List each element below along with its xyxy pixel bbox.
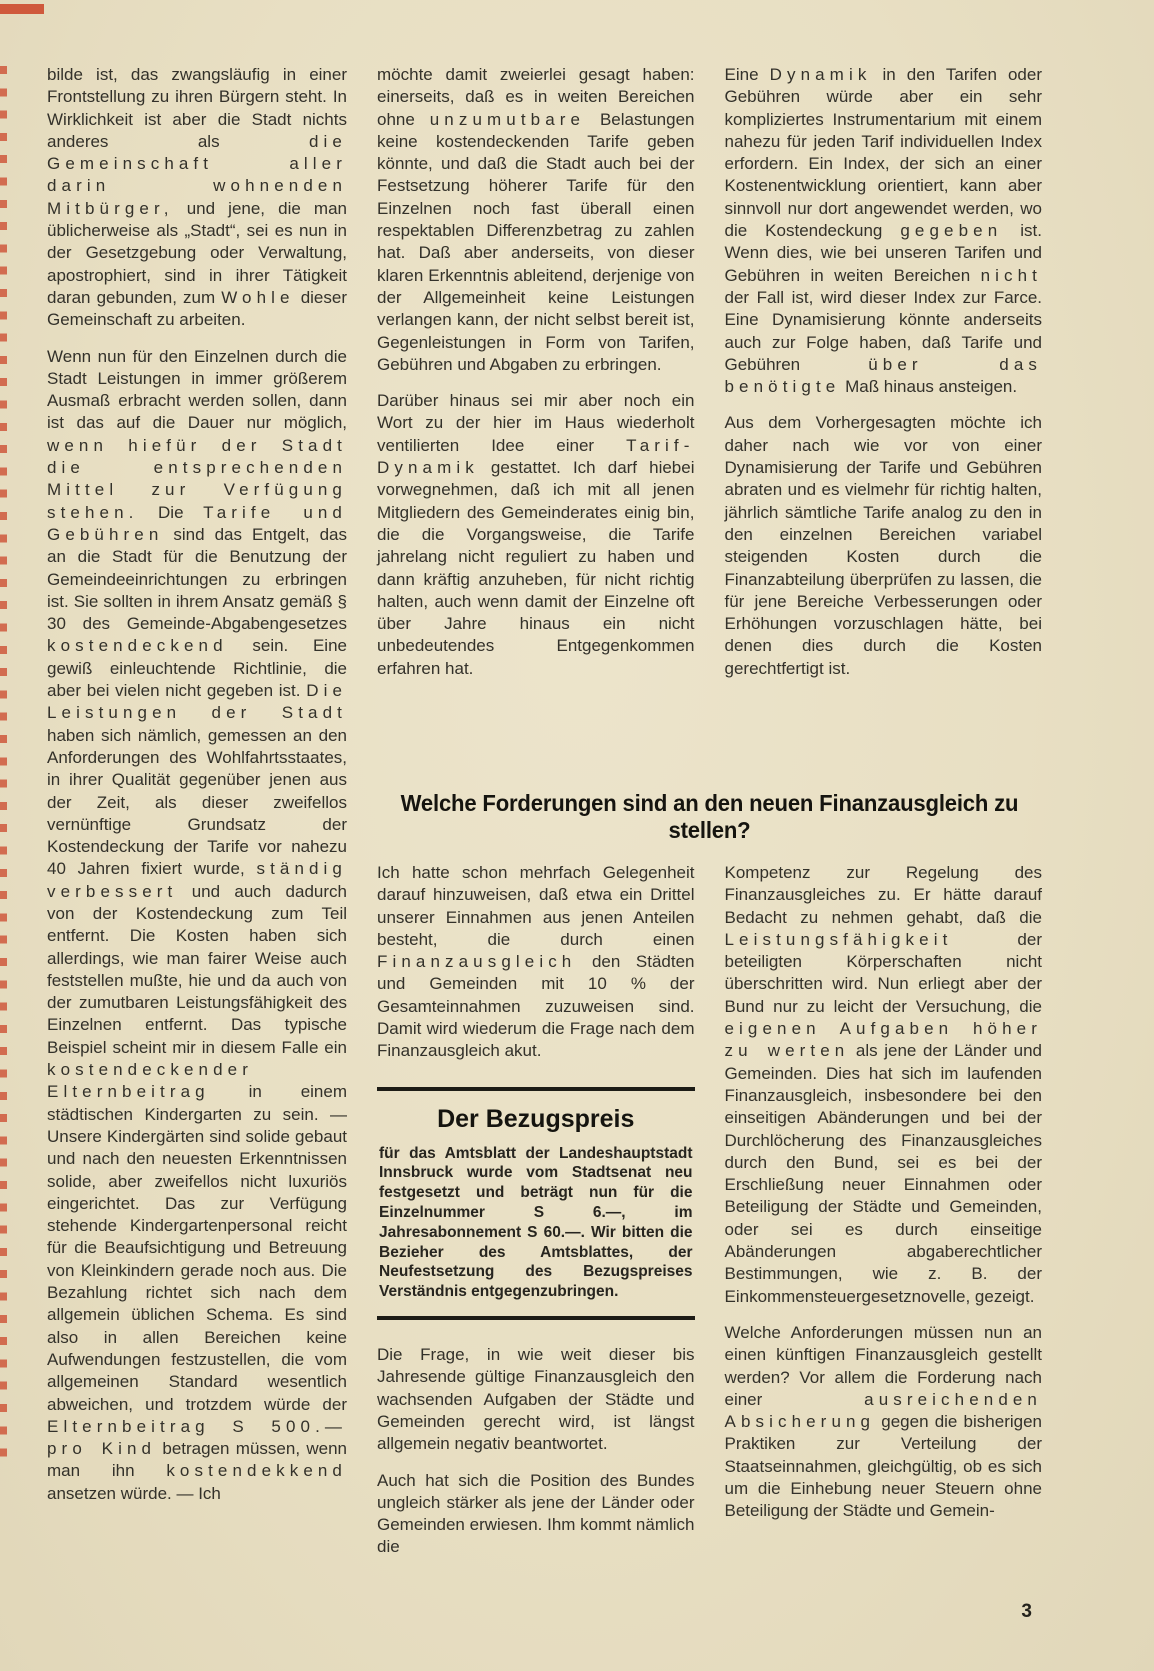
letterspaced-text: kostendeckender Elternbeitrag bbox=[47, 1060, 253, 1102]
letterspaced-text: kostendeckend bbox=[47, 636, 228, 656]
column-right-bottom bbox=[725, 862, 1043, 1573]
body-text: den Städten und Gemeinden mit 10 % der Gesamteinnahmen zuzuweisen sind. Damit wird wiederum die Frage nach dem Finanzausgleich akut. bbox=[377, 952, 695, 1061]
letterspaced-text: die Gemeinschaft aller darin wohnenden Mitbürger, bbox=[47, 131, 347, 218]
body-text: als jene der Länder und Gemeinden. Dies hat sich im laufenden Finanzausgleich, insbesondere bei den einseitigen Abänderungen und bei der Durchlöcherung des Finanzausgleiches durch den Bund, sei es bei der Erschließung neuer Einnahmen oder Beteiligung der Städte und Gemeinden, oder sei es durch einseitige Abänderungen abgaberechtlicher Bestimmungen, wie z. B. der Einkommensteuergesetznovelle, gezeigt. bbox=[724, 1041, 1042, 1306]
body-text: Wenn nun für den Einzelnen durch die Stadt Leistungen in immer größerem Ausmaß erbracht werden sollen, dann ist das auf die Dauer nur möglich, bbox=[47, 346, 347, 433]
letterspaced-text: Finanzausgleich bbox=[377, 952, 577, 972]
column-left bbox=[47, 64, 347, 1573]
paragraph bbox=[725, 1322, 1043, 1523]
body-text: möchte damit zweierlei gesagt haben: einerseits, daß es in weiten Bereichen ohne bbox=[377, 65, 695, 129]
letterspaced-text: ständig verbessert bbox=[47, 859, 347, 901]
body-text: Maß hinaus ansteigen. bbox=[840, 377, 1018, 397]
letterspaced-text: ausreichenden Absicherung bbox=[724, 1389, 1042, 1432]
paragraph bbox=[377, 1344, 695, 1455]
paragraph bbox=[377, 1470, 695, 1559]
column-middle-bottom bbox=[377, 862, 695, 1573]
body-text: in einem städtischen Kindergarten zu sein. — Unsere Kindergärten sind solide gebaut und nach den neuesten Erkenntnissen solide, aber zweifellos nicht luxuriös eingerichtet. Das zur Verfügung stehende Kindergartenpersonal reicht für die Beaufsichtigung und Betreuung von Kleinkindern gerade noch aus. Die Bezahlung richtet sich nach dem allgemein üblichen Schema. Es sind also in allen Bereichen keine Aufwendungen festzustellen, die vom allgemeinen Standard wesentlich abweichen, und trotzdem würde der bbox=[47, 1082, 347, 1414]
letterspaced-text: Leistungsfähigkeit bbox=[724, 929, 953, 949]
column-right-top bbox=[725, 64, 1043, 694]
paragraph bbox=[725, 862, 1043, 1308]
paragraph bbox=[377, 390, 695, 680]
print-registration-marks bbox=[0, 66, 7, 1466]
body-text: gestattet. Ich darf hiebei vorwegnehmen, daß ich mit all jenen Mitgliedern des Gemeinderates einig bin, die die Vorgangsweise, die Tarife jahrelang nicht reguliert zu haben und dann kräftig anzuheben, für nicht richtig halten, auch wenn damit der Einzelne oft über Jahre hinaus ein nicht unbedeutendes Entgegenkommen erfahren hat. bbox=[377, 458, 695, 678]
column-middle-top bbox=[377, 64, 695, 694]
page-number: 3 bbox=[1021, 1601, 1032, 1622]
print-artifact-corner bbox=[0, 4, 44, 14]
letterspaced-text: Wohle bbox=[221, 287, 295, 307]
body-text: Belastungen keine kostendeckenden Tarife geben könnte, und daß die Stadt auch bei der Festsetzung höherer Tarife für den Einzelnen noch fast überall einen respektablen Differenzbetrag zu zahlen hat. Daß aber anderseits, von dieser klaren Erkenntnis ableitend, derjenige von der Allgemeinheit keine Leistungen verlangen kann, der nicht selbst bereit ist, Gegenleistungen in Form von Tarifen, Gebühren und Abgaben zu erbringen. bbox=[377, 109, 695, 374]
letterspaced-text: über das benötigte bbox=[724, 354, 1042, 397]
price-box-title: Der Bezugspreis bbox=[437, 1104, 635, 1133]
paragraph bbox=[47, 346, 347, 1505]
letterspaced-text: eigenen Aufgaben höher zu werten bbox=[724, 1019, 1042, 1061]
body-text: Welche Anforderungen müssen nun an einen künftigen Finanzausgleich gestellt werden? Vor allem die Forderung nach einer bbox=[724, 1322, 1042, 1409]
top-row bbox=[377, 64, 1042, 790]
body-text: gegen die bisherigen Praktiken zur Verteilung der Staatseinnahmen, gleichgültig, ob es sich um die Einhebung neuer Steuern ohne Beteiligung der Städte und Gemein- bbox=[724, 1412, 1042, 1521]
price-box-body: für das Amtsblatt der Landeshauptstadt Innsbruck wurde vom Stadtsenat neu festgesetzt und beträgt nun für die Einzelnummer S 6.—, im Jahresabonnement S 60.—. Wir bitten die Bezieher des Amtsblattes, der Neufestsetzung des Bezugspreises Verständnis entgegenzubringen. bbox=[379, 1144, 693, 1301]
right-region bbox=[377, 64, 1042, 1573]
section-heading: Welche Forderungen sind an den neuen Finanzausgleich zu stellen? bbox=[400, 790, 1019, 843]
body-text: der Fall ist, wird dieser Index zur Farce. Eine Dynamisierung könnte anderseits auch zur Folge haben, daß Tarife und Gebühren bbox=[724, 287, 1042, 374]
body-text: und jene, die man üblicherweise als „Stadt“, sei es nun in der Gesetzgebung oder Verwaltung, apostrophiert, sind in ihrer Tätigkeit daran gebunden, zum bbox=[47, 198, 347, 307]
body-text: ansetzen würde. — Ich bbox=[47, 1483, 221, 1503]
paragraph bbox=[47, 64, 347, 332]
letterspaced-text: wenn hiefür der Stadt die entsprechenden Mittel zur Verfügung stehen. bbox=[47, 435, 347, 522]
body-text: Eine bbox=[724, 65, 770, 84]
body-text: der beteiligten Körperschaften nicht überschritten wird. Nun erliegt aber der Bund nur zu leicht der Versuchung, die bbox=[724, 929, 1042, 1016]
body-text: Die bbox=[138, 502, 204, 522]
middle-bottom-intro bbox=[377, 862, 695, 1063]
letterspaced-text: Tarife und Gebühren bbox=[47, 502, 347, 544]
letterspaced-text: nicht bbox=[980, 265, 1042, 285]
subscription-price-box bbox=[377, 1087, 695, 1320]
letterspaced-text: Dynamik bbox=[769, 65, 872, 84]
body-text: Kompetenz zur Regelung des Finanzausgleiches zu. Er hätte darauf Bedacht zu nehmen gehabt, daß die bbox=[724, 863, 1042, 927]
page-content bbox=[47, 64, 1042, 1573]
body-text: sein. Eine gewiß einleuchtende Richtlinie, die aber bei vielen nicht gegeben ist. bbox=[47, 636, 347, 701]
body-text: ist. Wenn dies, wie bei unseren Tarifen und Gebühren in weiten Bereichen bbox=[724, 221, 1042, 285]
body-text: sind das Entgelt, das an die Stadt für die Benutzung der Gemeindeeinrichtungen zu erbringen ist. Sie sollten in ihrem Ansatz gemäß § 30 des Gemeinde-Abgabengesetzes bbox=[47, 524, 347, 634]
letterspaced-text: Elternbeitrag S 500.— pro Kind bbox=[47, 1416, 347, 1459]
body-text: und auch dadurch von der Kostendeckung zum Teil entfernt. Die Kosten haben sich allerdings, wie man fairer Weise auch feststellen mußte, hie und da auch von der zumutbaren Leistungsfähigkeit des Einzelnen entfernt. Das typische Beispiel scheint mir in diesem Falle ein bbox=[47, 881, 347, 1057]
body-text: betragen müssen, wenn man ihn bbox=[47, 1439, 347, 1481]
body-text: bilde ist, das zwangsläufig in einer Frontstellung zu ihren Bürgern steht. In Wirklichkeit ist aber die Stadt nichts anderes als bbox=[47, 65, 347, 151]
body-text: Darüber hinaus sei mir aber noch ein Wort zu der hier im Haus wiederholt ventilierten Idee einer bbox=[377, 391, 695, 455]
letterspaced-text: kostendekkend bbox=[166, 1461, 347, 1481]
bottom-row bbox=[377, 862, 1042, 1573]
paragraph bbox=[725, 412, 1043, 680]
letterspaced-text: gegeben bbox=[900, 221, 1003, 241]
paragraph bbox=[377, 64, 695, 376]
body-text: dieser Gemeinschaft zu arbeiten. bbox=[47, 287, 347, 330]
body-text: haben sich nämlich, gemessen an den Anforderungen des Wohlfahrtsstaates, in ihrer Qualität gegenüber jenen aus der Zeit, als dieser zweifellos vernünftige Grundsatz der Kostendeckung der Tarife vor nahezu 40 Jahren fixiert wurde, bbox=[47, 725, 347, 879]
paragraph bbox=[725, 64, 1043, 398]
letterspaced-text: Tarif-Dynamik bbox=[377, 435, 695, 478]
body-text: in den Tarifen oder Gebühren würde aber ein sehr kompliziertes Instrumentarium mit einem nahezu für jeden Tarif individuellen Index erfordern. Ein Index, der sich an einer Kostenentwicklung orientiert, kann aber sinnvoll nur dort angewendet werden, wo die Kostendeckung bbox=[724, 65, 1043, 241]
body-text: Auch hat sich die Position des Bundes ungleich stärker als jene der Länder oder Gemeinden erwiesen. Ihm kommt nämlich die bbox=[377, 1470, 695, 1557]
body-text: Aus dem Vorhergesagten möchte ich daher nach wie vor von einer Dynamisierung der Tarife und Gebühren abraten und es vielmehr für richtig halten, jährlich sämtliche Tarife analog zu den in den einzelnen Bereichen variabel steigenden Kosten durch die Finanzabteilung überprüfen zu lassen, die für jene Bereiche Verbesserungen oder Erhöhungen vorzuschlagen hätte, bei denen dies durch die Kosten gerechtfertigt ist. bbox=[724, 413, 1042, 678]
body-text: Die Frage, in wie weit dieser bis Jahresende gültige Finanzausgleich den wachsenden Aufgaben der Städte und Gemeinden gerecht wird, ist längst allgemein negativ beantwortet. bbox=[377, 1345, 695, 1454]
body-text: Ich hatte schon mehrfach Gelegenheit darauf hinzuweisen, daß etwa ein Drittel unserer Einnahmen aus jenen Anteilen besteht, die durch einen bbox=[377, 863, 695, 949]
letterspaced-text: unzumutbare bbox=[429, 109, 586, 129]
paragraph bbox=[377, 862, 695, 1063]
letterspaced-text: Die Leistungen der Stadt bbox=[47, 681, 347, 723]
middle-bottom-rest bbox=[377, 1344, 695, 1559]
